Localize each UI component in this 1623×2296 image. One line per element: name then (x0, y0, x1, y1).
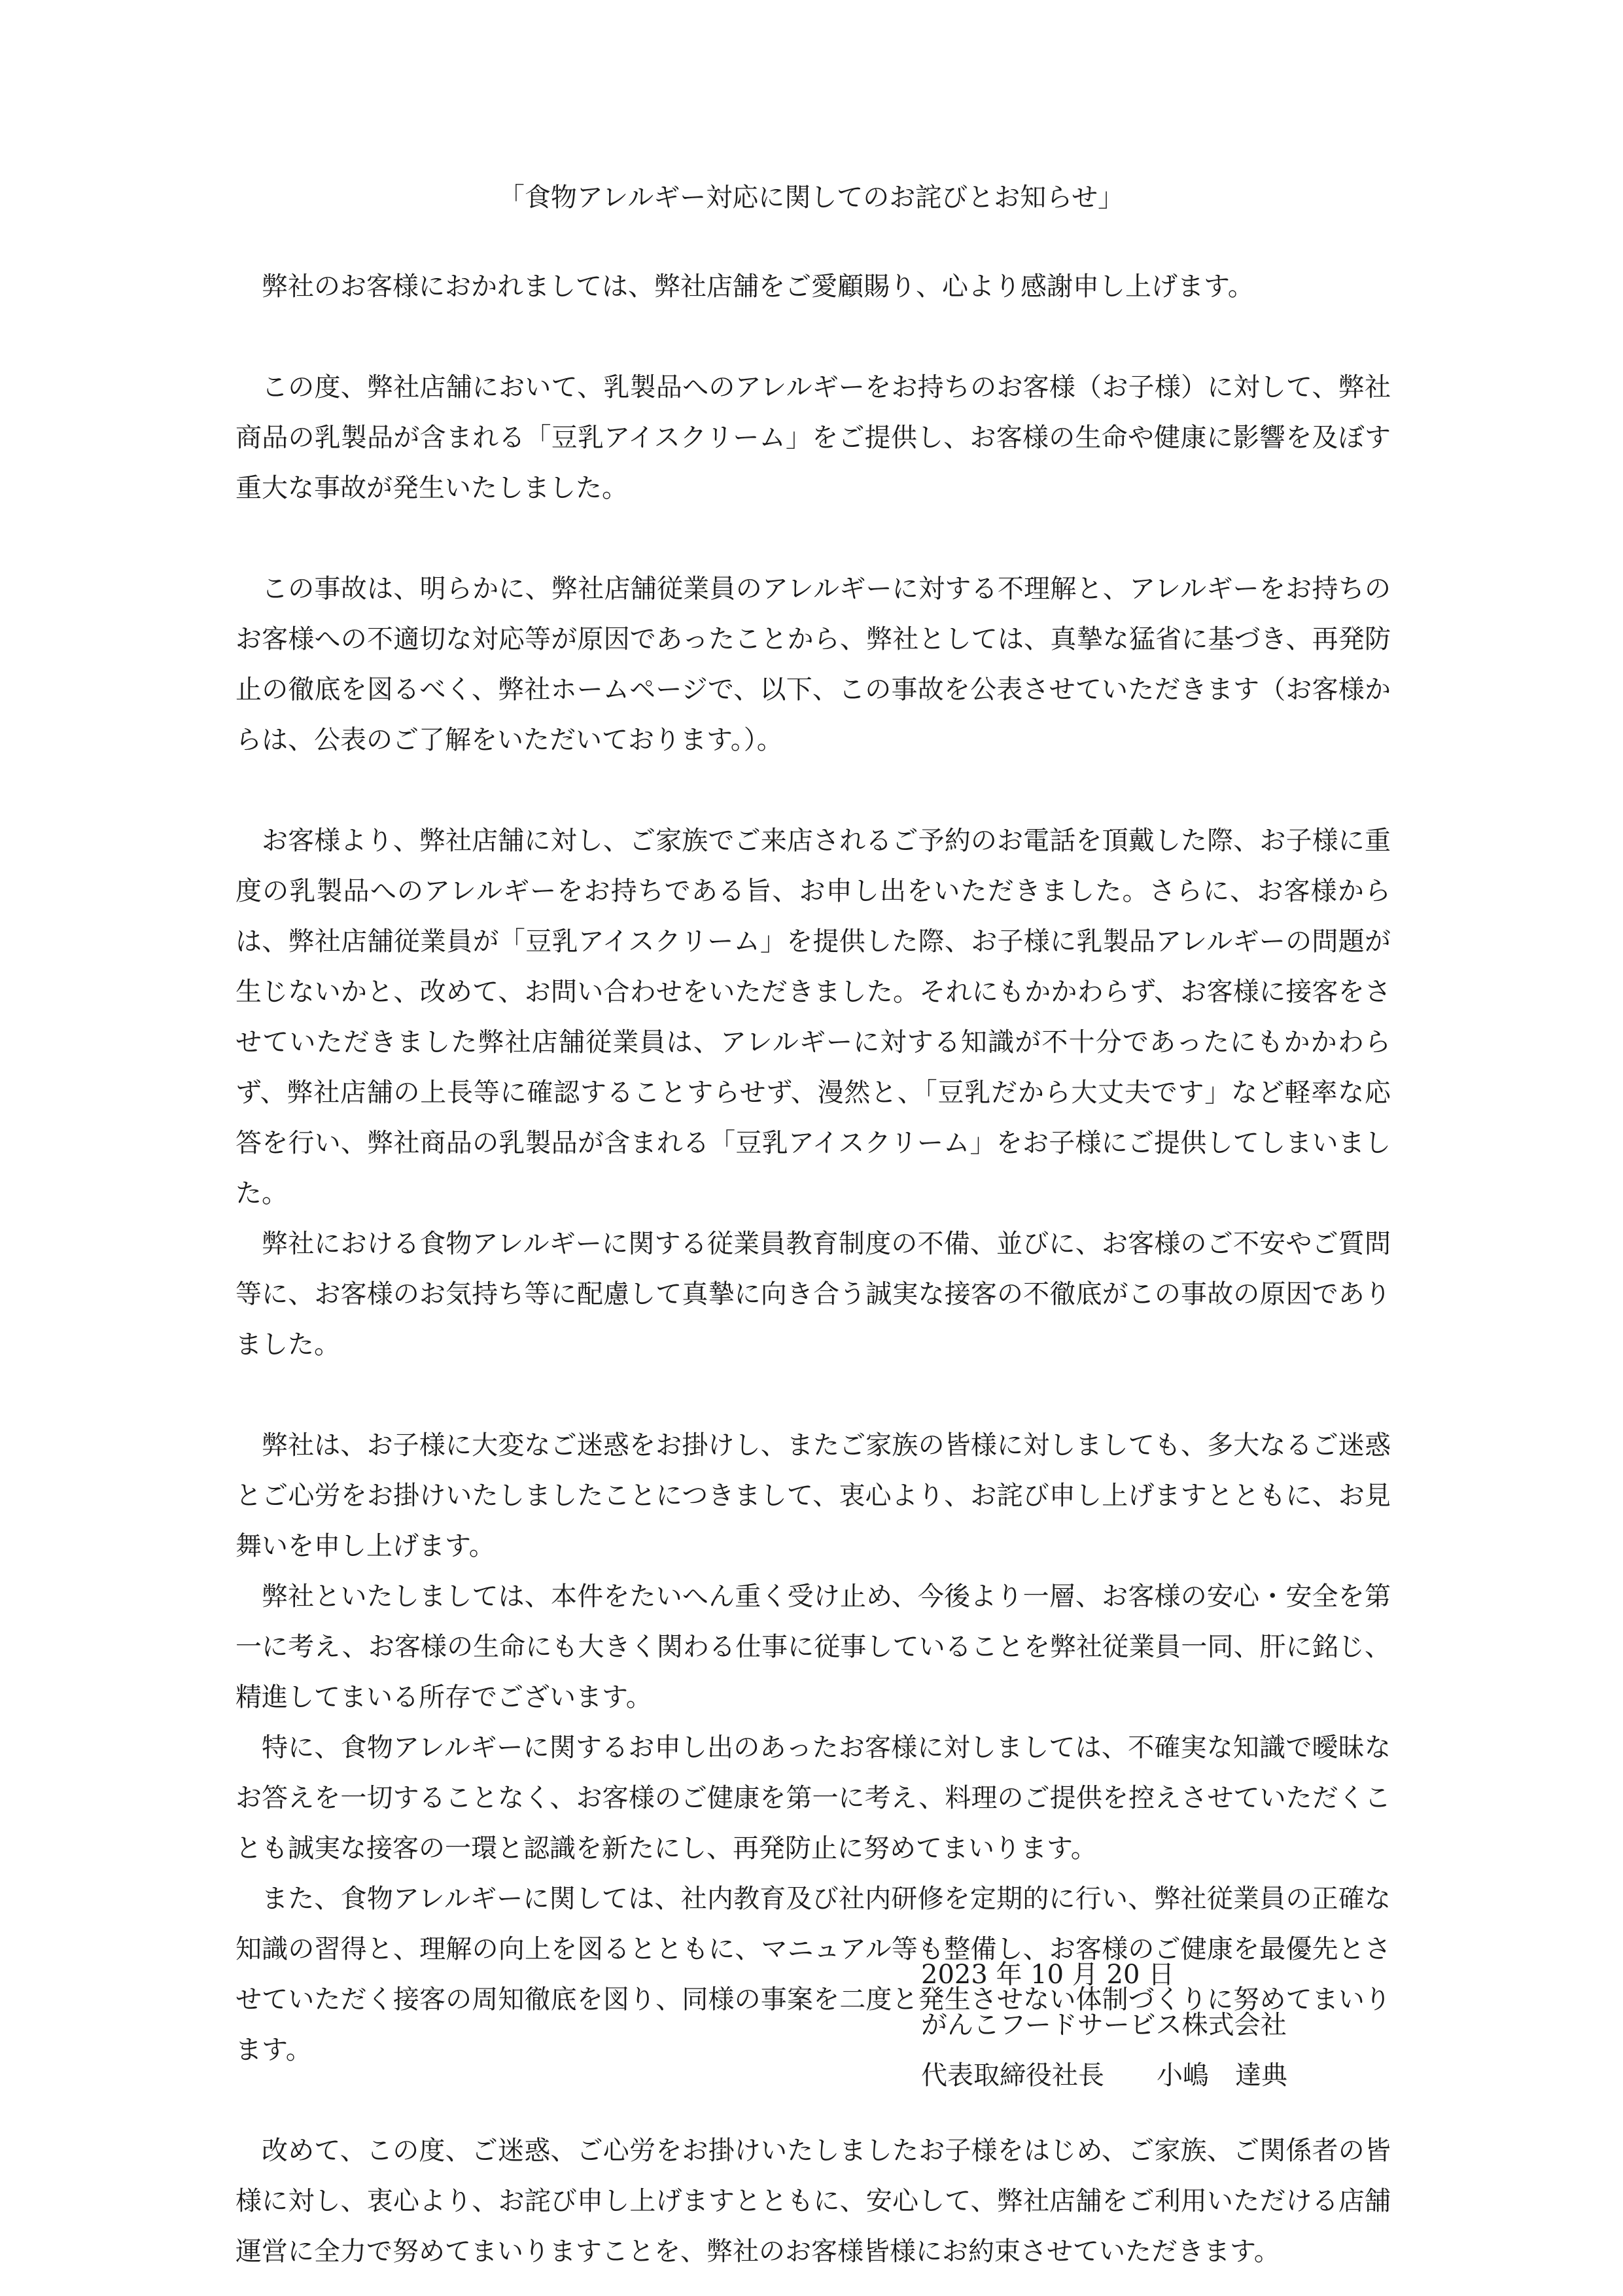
paragraph-gap (236, 766, 1391, 816)
paragraph-greeting: 弊社のお客様におかれましては、弊社店舗をご愛顧賜り、心より感謝申し上げます。 (262, 272, 1254, 302)
signature-block (921, 1950, 1379, 2101)
signature-company: がんこフードサービス株式会社 (921, 2010, 1287, 2040)
paragraph-root-cause: 弊社における食物アレルギーに関する従業員教育制度の不備、並びに、お客様のご不安やご質問等に、お客様のお気持ち等に配慮して真摯に向き合う誠実な接客の不徹底がこの事故の原因でありました。 (236, 1229, 1391, 1360)
paragraph-training: また、食物アレルギーに関しては、社内教育及び社内研修を定期的に行い、弊社従業員の正確な知識の習得と、理解の向上を図るとともに、マニュアル等も整備し、お客様のご健康を最優先とさせていただく接客の周知徹底を図り、同様の事案を二度と発生させない体制づくりに努めてまいります。 (236, 1884, 1391, 2065)
paragraph-commitment: 弊社といたしましては、本件をたいへん重く受け止め、今後より一層、お客様の安心・安全を第一に考え、お客様の生命にも大きく関わる仕事に従事していることを弊社従業員一同、肝に銘じ、精進してまいる所存でございます。 (236, 1581, 1391, 1712)
paragraph-gap (236, 312, 1391, 362)
paragraph-gap (236, 1370, 1391, 1421)
paragraph-details: お客様より、弊社店舗に対し、ご家族でご来店されるご予約のお電話を頂戴した際、お子様に重度の乳製品へのアレルギーをお持ちである旨、お申し出をいただきました。さらに、お客様からは、弊社店舗従業員が「豆乳アイスクリーム」を提供した際、お子様に乳製品アレルギーの問題が生じないかと、改めて、お問い合わせをいただきました。それにもかかわらず、お客様に接客をさせていただきました弊社店舗従業員は、アレルギーに対する知識が不十分であったにもかかわらず、弊社店舗の上長等に確認することすらせず、漫然と、「豆乳だから大丈夫です」など軽率な応答を行い、弊社商品の乳製品が含まれる「豆乳アイスクリーム」をお子様にご提供してしまいました。 (236, 826, 1391, 1209)
paragraph-closing: 改めて、この度、ご迷惑、ご心労をお掛けいたしましたお子様をはじめ、ご家族、ご関係者の皆様に対し、衷心より、お詫び申し上げますとともに、安心して、弊社店舗をご利用いただける店舗運営に全力で努めてまいりますことを、弊社のお客様皆様にお約束させていただきます。 (236, 2136, 1391, 2267)
paragraph-apology: 弊社は、お子様に大変なご迷惑をお掛けし、またご家族の皆様に対しましても、多大なるご迷惑とご心労をお掛けいたしましたことにつきまして、衷心より、お詫び申し上げますとともに、お見舞いを申し上げます。 (236, 1430, 1391, 1561)
paragraph-cause-summary: この事故は、明らかに、弊社店舗従業員のアレルギーに対する不理解と、アレルギーをお持ちのお客様への不適切な対応等が原因であったことから、弊社としては、真摯な猛省に基づき、再発防止の徹底を図るべく、弊社ホームページで、以下、この事故を公表させていただきます（お客様からは、公表のご了解をいただいております。）。 (236, 574, 1391, 755)
paragraph-gap (236, 514, 1391, 564)
signature-representative: 代表取締役社長 小嶋 達典 (921, 2060, 1287, 2091)
signature-date: 2023 年 10 月 20 日 (921, 1960, 1175, 1990)
paragraph-allergy-response: 特に、食物アレルギーに関するお申し出のあったお客様に対しましては、不確実な知識で曖昧なお答えを一切することなく、お客様のご健康を第一に考え、料理のご提供を控えさせていただくことも誠実な接客の一環と認識を新たにし、再発防止に努めてまいります。 (236, 1733, 1391, 1863)
document-title: 「食物アレルギー対応に関してのお詫びとお知らせ」 (498, 183, 1125, 213)
paragraph-incident: この度、弊社店舗において、乳製品へのアレルギーをお持ちのお客様（お子様）に対して、弊社商品の乳製品が含まれる「豆乳アイスクリーム」をご提供し、お客様の生命や健康に影響を及ぼす重大な事故が発生いたしました。 (236, 372, 1391, 503)
